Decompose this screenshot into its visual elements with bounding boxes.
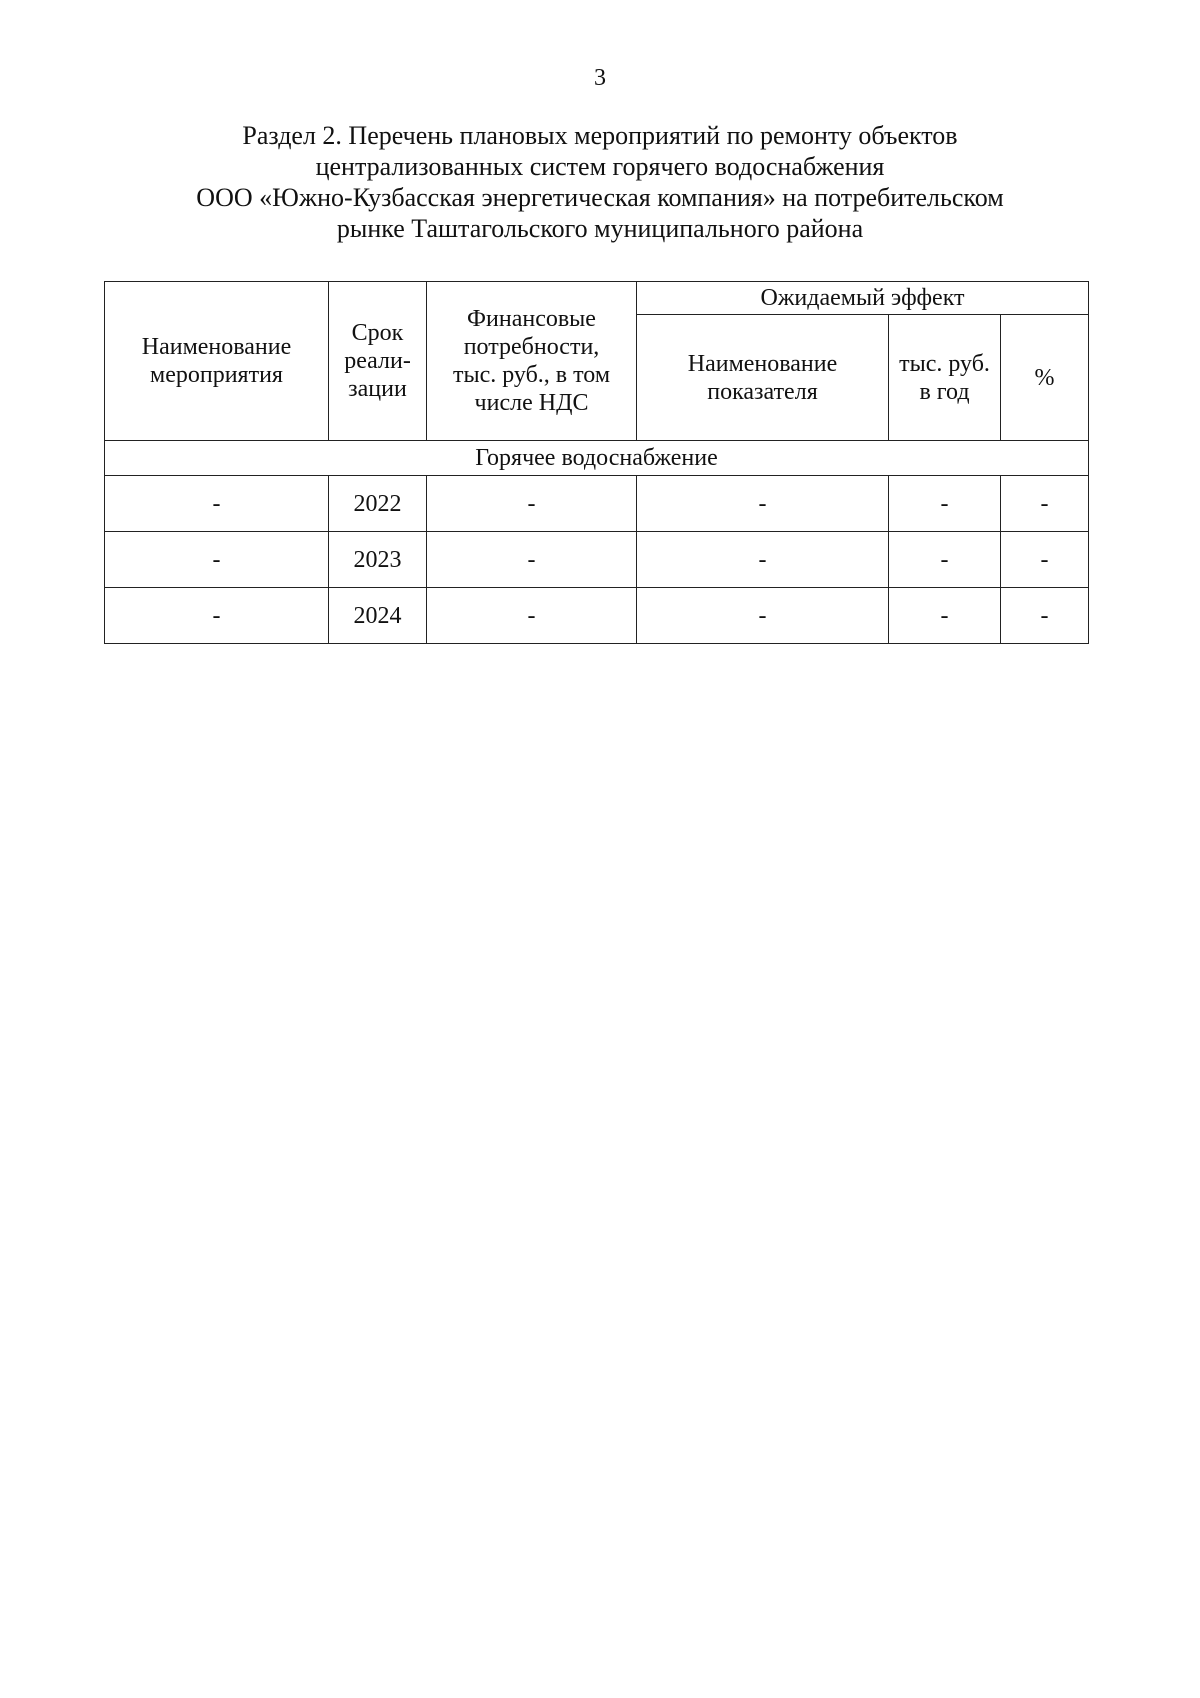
cell-activity-name: - bbox=[105, 476, 329, 532]
cell-indicator: - bbox=[637, 532, 889, 588]
section-row bbox=[105, 441, 1089, 476]
cell-thousand-rub: - bbox=[889, 588, 1001, 644]
cell-percent: - bbox=[1001, 532, 1089, 588]
cell-finance: - bbox=[427, 476, 637, 532]
heading-line-1: Раздел 2. Перечень плановых мероприятий по ремонту объектов bbox=[242, 121, 958, 150]
heading-line-3: ООО «Южно-Кузбасская энергетическая компания» на потребительском bbox=[196, 183, 1004, 212]
cell-year: 2024 bbox=[329, 588, 427, 644]
section-title: Горячее водоснабжение bbox=[105, 441, 1089, 476]
cell-activity-name: - bbox=[105, 532, 329, 588]
heading-line-2: централизованных систем горячего водоснабжения bbox=[315, 152, 885, 181]
cell-percent: - bbox=[1001, 588, 1089, 644]
header-expected-effect: Ожидаемый эффект bbox=[637, 282, 1089, 315]
cell-year: 2022 bbox=[329, 476, 427, 532]
cell-activity-name: - bbox=[105, 588, 329, 644]
page-number: 3 bbox=[594, 65, 606, 91]
cell-thousand-rub: - bbox=[889, 532, 1001, 588]
cell-indicator: - bbox=[637, 588, 889, 644]
cell-percent: - bbox=[1001, 476, 1089, 532]
header-term: Срок реали- зации bbox=[329, 282, 427, 441]
table-header-row bbox=[105, 282, 1089, 315]
header-activity-name: Наименование мероприятия bbox=[105, 282, 329, 441]
header-percent: % bbox=[1001, 315, 1089, 441]
activities-table bbox=[104, 281, 1089, 644]
cell-finance: - bbox=[427, 588, 637, 644]
cell-year: 2023 bbox=[329, 532, 427, 588]
heading-line-4: рынке Таштагольского муниципального района bbox=[336, 214, 864, 243]
header-finance: Финансовые потребности, тыс. руб., в том числе НДС bbox=[427, 282, 637, 441]
header-thousand-rub: тыс. руб. в год bbox=[889, 315, 1001, 441]
header-indicator-name: Наименование показателя bbox=[637, 315, 889, 441]
table-row bbox=[105, 476, 1089, 532]
cell-finance: - bbox=[427, 532, 637, 588]
cell-indicator: - bbox=[637, 476, 889, 532]
section-heading bbox=[150, 120, 1050, 244]
table-row bbox=[105, 532, 1089, 588]
table-row bbox=[105, 588, 1089, 644]
cell-thousand-rub: - bbox=[889, 476, 1001, 532]
